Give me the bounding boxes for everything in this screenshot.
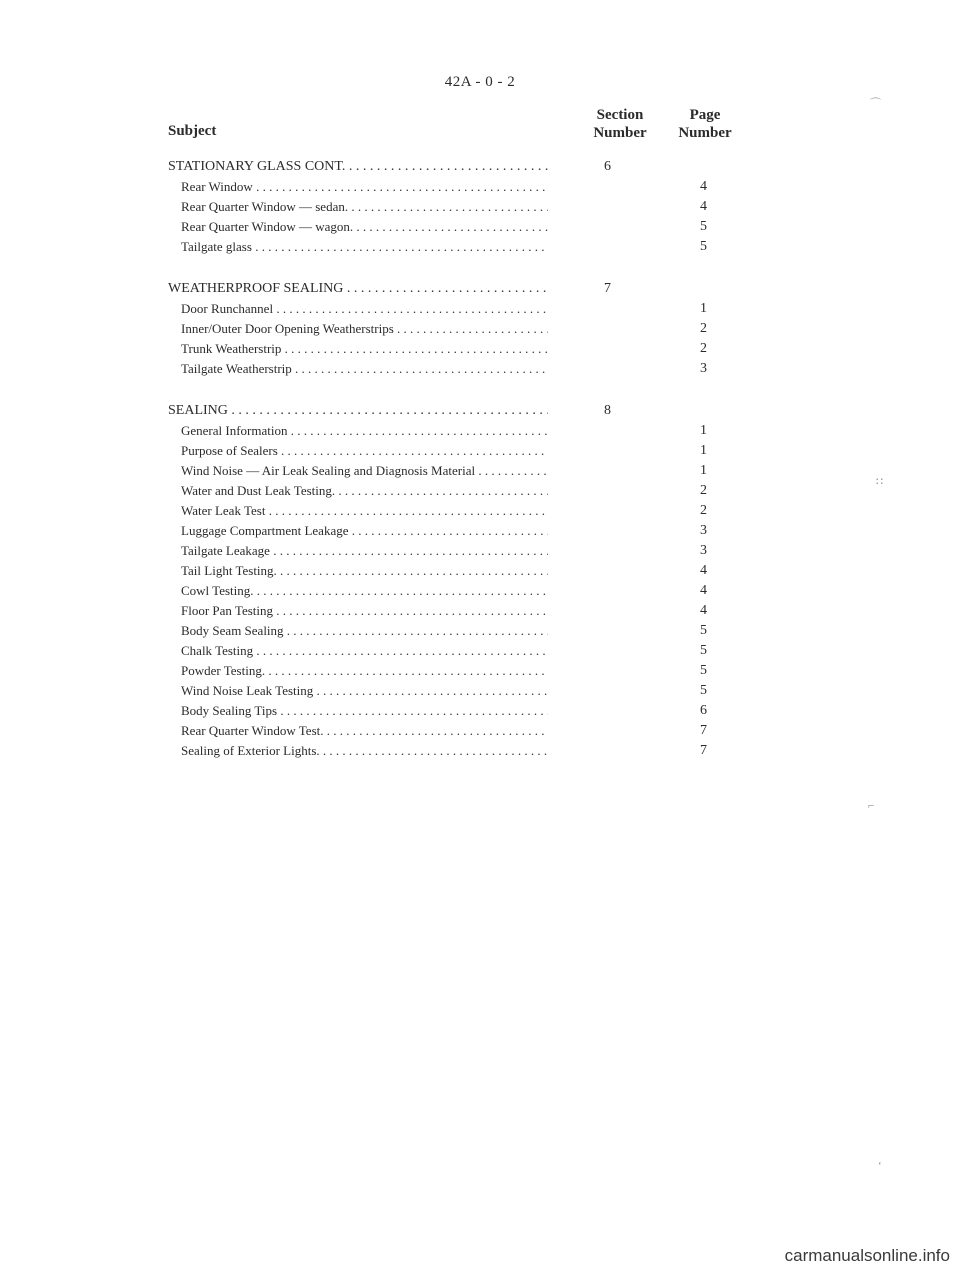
section-number: 6 xyxy=(604,159,611,174)
page-number: 4 xyxy=(700,563,707,578)
toc-entry xyxy=(168,237,768,257)
toc-group-title xyxy=(168,279,548,299)
toc-entry-label xyxy=(181,461,548,481)
page-number: 6 xyxy=(700,703,707,718)
toc-entry-text: Luggage Compartment Leakage xyxy=(181,523,349,538)
toc-entry-label xyxy=(181,441,548,461)
toc-entry-label xyxy=(181,581,548,601)
toc-group-title-text: WEATHERPROOF SEALING xyxy=(168,281,344,296)
page-number: 2 xyxy=(700,503,707,518)
toc-entry-label xyxy=(181,721,548,741)
section-number: 7 xyxy=(604,281,611,296)
toc-entry-text: Rear Quarter Window Test. xyxy=(181,723,324,738)
toc-entry-text: Body Sealing Tips xyxy=(181,703,278,718)
toc-entry xyxy=(168,741,768,761)
toc-entry-label xyxy=(181,741,548,761)
toc-group-title-row xyxy=(168,157,768,177)
toc-entry-label xyxy=(181,177,548,197)
toc-group-stationary-glass xyxy=(168,157,768,257)
toc-group-title xyxy=(168,157,548,177)
toc-entry-label xyxy=(181,541,548,561)
toc-entry-text: Rear Quarter Window — wagon. xyxy=(181,219,354,234)
page-number: 5 xyxy=(700,643,707,658)
toc-group-title-text: STATIONARY GLASS CONT. xyxy=(168,159,346,174)
subject-heading: Subject xyxy=(168,123,217,139)
page-number: 3 xyxy=(700,361,707,376)
scan-speck: ∷ xyxy=(876,476,883,488)
toc-group-title-text: SEALING xyxy=(168,403,228,418)
toc-entry-text: Inner/Outer Door Opening Weatherstrips xyxy=(181,321,394,336)
toc-entry-text: Wind Noise — Air Leak Sealing and Diagnosis Material xyxy=(181,463,476,478)
toc-entry xyxy=(168,621,768,641)
section-number: 8 xyxy=(604,403,611,418)
watermark: carmanualsonline.info xyxy=(784,1246,950,1265)
toc-entry-text: Water and Dust Leak Testing. xyxy=(181,483,336,498)
toc-entry-label xyxy=(181,197,548,217)
page-number: 2 xyxy=(700,483,707,498)
toc-entry-text: Powder Testing. xyxy=(181,663,266,678)
toc-entry-label xyxy=(181,621,548,641)
toc-entry xyxy=(168,701,768,721)
toc-entry-label xyxy=(181,339,548,359)
toc-entry-text: Rear Quarter Window — sedan. xyxy=(181,199,349,214)
page-heading-line2: Number xyxy=(678,125,732,141)
scan-speck: ‘ xyxy=(878,1160,882,1172)
toc-entry-label xyxy=(181,641,548,661)
page-heading-line1: Page xyxy=(689,107,721,123)
toc-entry-text: Cowl Testing. xyxy=(181,583,254,598)
toc-entry-text: Tailgate Leakage xyxy=(181,543,270,558)
toc-entry-label xyxy=(181,319,548,339)
page-number: 4 xyxy=(700,199,707,214)
toc-entry xyxy=(168,421,768,441)
toc-entry xyxy=(168,521,768,541)
page-number: 3 xyxy=(700,523,707,538)
toc-entry-text: Tail Light Testing. xyxy=(181,563,277,578)
page-number: 5 xyxy=(700,663,707,678)
toc-entry xyxy=(168,581,768,601)
toc-group-title xyxy=(168,401,548,421)
toc-entry-label xyxy=(181,681,548,701)
toc-group-title-row xyxy=(168,279,768,299)
toc-group-weatherproof-sealing xyxy=(168,279,768,379)
toc-entry-label xyxy=(181,521,548,541)
toc-entry-label xyxy=(181,359,548,379)
toc-entry xyxy=(168,177,768,197)
toc-entry-label xyxy=(181,561,548,581)
page-number: 5 xyxy=(700,219,707,234)
toc-entry-label xyxy=(181,701,548,721)
toc-entry xyxy=(168,299,768,319)
toc-entry xyxy=(168,541,768,561)
toc-entry xyxy=(168,681,768,701)
toc-entry xyxy=(168,217,768,237)
page-number: 4 xyxy=(700,603,707,618)
toc-entry xyxy=(168,601,768,621)
toc-entry xyxy=(168,721,768,741)
page-number: 5 xyxy=(700,623,707,638)
section-heading-line2: Number xyxy=(593,125,647,141)
page-number: 7 xyxy=(700,743,707,758)
toc-entry xyxy=(168,441,768,461)
table-of-contents xyxy=(168,157,768,783)
page-number: 1 xyxy=(700,301,707,316)
toc-entry xyxy=(168,561,768,581)
toc-entry-text: Water Leak Test xyxy=(181,503,266,518)
page-number: 2 xyxy=(700,341,707,356)
page-number: 2 xyxy=(700,321,707,336)
page-header: 42A - 0 - 2 xyxy=(444,74,516,90)
page-number-heading xyxy=(655,106,755,142)
scan-speck: ⌐ xyxy=(868,800,875,812)
toc-group-sealing xyxy=(168,401,768,761)
page-number: 5 xyxy=(700,239,707,254)
page-number: 1 xyxy=(700,463,707,478)
page-number: 7 xyxy=(700,723,707,738)
page-number: 4 xyxy=(700,583,707,598)
toc-entry xyxy=(168,641,768,661)
toc-entry-text: General Information xyxy=(181,423,288,438)
toc-entry-text: Wind Noise Leak Testing xyxy=(181,683,314,698)
toc-entry-label xyxy=(181,217,548,237)
section-heading-line1: Section xyxy=(596,107,644,123)
toc-entry xyxy=(168,319,768,339)
toc-entry-text: Tailgate Weatherstrip xyxy=(181,361,292,376)
toc-entry-label xyxy=(181,237,548,257)
toc-entry-text: Rear Window xyxy=(181,179,253,194)
page-number: 5 xyxy=(700,683,707,698)
toc-entry-text: Chalk Testing xyxy=(181,643,254,658)
toc-entry xyxy=(168,359,768,379)
toc-entry xyxy=(168,481,768,501)
page-number: 4 xyxy=(700,179,707,194)
toc-entry-label xyxy=(181,299,548,319)
toc-entry xyxy=(168,461,768,481)
toc-entry xyxy=(168,197,768,217)
scan-speck: ⌒ xyxy=(870,98,881,110)
toc-entry-label xyxy=(181,421,548,441)
toc-entry-text: Trunk Weatherstrip xyxy=(181,341,282,356)
toc-entry-label xyxy=(181,661,548,681)
toc-entry xyxy=(168,501,768,521)
toc-entry-label xyxy=(181,501,548,521)
page-number: 1 xyxy=(700,423,707,438)
toc-entry-text: Purpose of Sealers xyxy=(181,443,278,458)
toc-entry-text: Floor Pan Testing xyxy=(181,603,274,618)
toc-group-title-row xyxy=(168,401,768,421)
toc-entry xyxy=(168,661,768,681)
toc-entry-text: Door Runchannel xyxy=(181,301,274,316)
toc-entry-label xyxy=(181,481,548,501)
toc-entry xyxy=(168,339,768,359)
toc-entry-text: Body Seam Sealing xyxy=(181,623,284,638)
toc-entry-text: Sealing of Exterior Lights. xyxy=(181,743,320,758)
toc-entry-text: Tailgate glass xyxy=(181,239,252,254)
toc-entry-label xyxy=(181,601,548,621)
page-number: 1 xyxy=(700,443,707,458)
page-number: 3 xyxy=(700,543,707,558)
